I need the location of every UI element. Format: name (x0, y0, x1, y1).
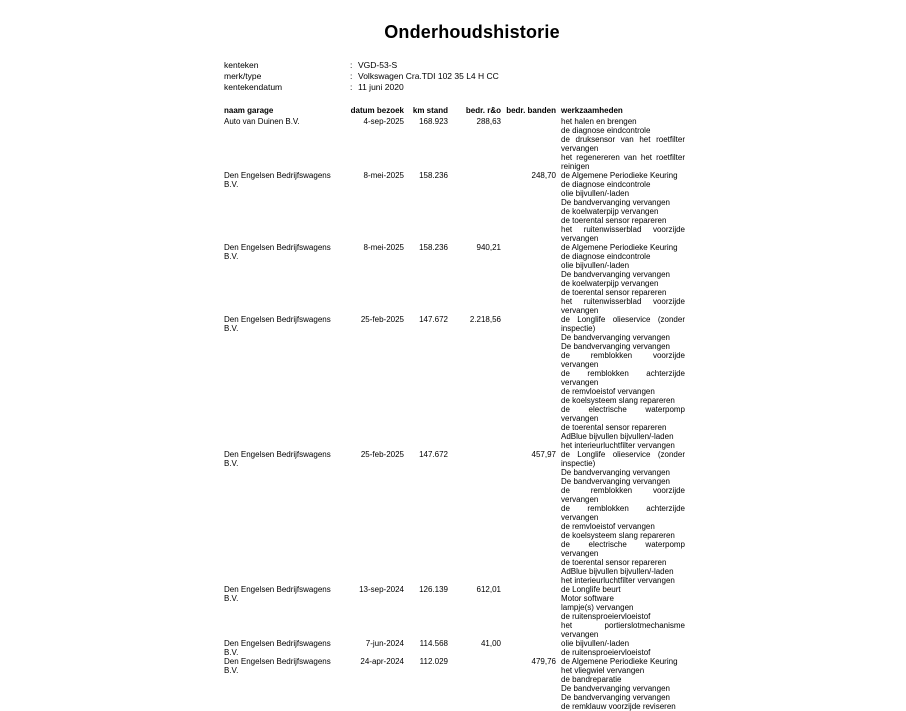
info-value: Volkswagen Cra.TDI 102 35 L4 H CC (358, 71, 499, 81)
info-row-kenteken (224, 60, 499, 71)
column-header-km-stand: km stand (412, 106, 448, 115)
cell-bedr-ro: 2.218,56 (469, 315, 501, 324)
cell-km-stand: 112.029 (419, 657, 448, 666)
werkzaamheden-item: de koelwaterpijp vervangen (561, 279, 659, 288)
table-row (224, 117, 685, 171)
cell-werkzaamheden (556, 117, 685, 171)
werkzaamheden-item: de ruitensproeiervloeistof (561, 612, 651, 621)
cell-datum-bezoek: 25-feb-2025 (360, 315, 404, 324)
cell-naam-garage: Den Engelsen Bedrijfswagens B.V. (224, 657, 331, 675)
cell-km-stand: 168.923 (419, 117, 448, 126)
cell-naam-garage: Den Engelsen Bedrijfswagens B.V. (224, 243, 331, 261)
werkzaamheden-item: de ruitensproeiervloeistof (561, 648, 651, 657)
werkzaamheden-item: het ruitenwisserblad voorzijde vervangen (561, 225, 685, 243)
info-separator: : (350, 60, 353, 70)
werkzaamheden-item: de bandreparatie (561, 675, 622, 684)
column-header-bedr-ro: bedr. r&o (465, 106, 501, 115)
info-label: kentekendatum (224, 82, 283, 92)
table-row (224, 171, 685, 243)
werkzaamheden-item: olie bijvullen/-laden (561, 261, 630, 270)
cell-datum-bezoek: 4-sep-2025 (363, 117, 404, 126)
werkzaamheden-item: de electrische waterpomp vervangen (561, 540, 685, 558)
cell-naam-garage: Auto van Duinen B.V. (224, 117, 300, 126)
werkzaamheden-item: de Longlife olieservice (zonder inspectie) (561, 315, 685, 333)
info-separator: : (350, 82, 353, 92)
table-header-row (224, 106, 685, 115)
werkzaamheden-item: de electrische waterpomp vervangen (561, 405, 685, 423)
cell-bedr-banden: 457,97 (531, 450, 556, 459)
werkzaamheden-item: de Longlife olieservice (zonder inspectie) (561, 450, 685, 468)
cell-naam-garage: Den Engelsen Bedrijfswagens B.V. (224, 171, 331, 189)
werkzaamheden-item: de remklauw voorzijde reviseren (561, 702, 676, 711)
table-row (224, 639, 685, 657)
info-separator: : (350, 71, 353, 81)
info-row-kentekendatum (224, 82, 499, 93)
cell-km-stand: 158.236 (419, 171, 448, 180)
cell-datum-bezoek: 8-mei-2025 (363, 171, 404, 180)
cell-bedr-ro: 41,00 (480, 639, 501, 648)
info-label: kenteken (224, 60, 259, 70)
werkzaamheden-item: de Longlife beurt (561, 585, 621, 594)
cell-bedr-ro: 612,01 (476, 585, 501, 594)
cell-werkzaamheden (556, 657, 685, 711)
cell-km-stand: 147.672 (419, 315, 448, 324)
column-header-werkzaamheden: werkzaamheden (561, 106, 623, 115)
cell-datum-bezoek: 13-sep-2024 (359, 585, 404, 594)
vehicle-info-block (224, 60, 499, 93)
werkzaamheden-item: het ruitenwisserblad voorzijde vervangen (561, 297, 685, 315)
werkzaamheden-item: olie bijvullen/-laden (561, 639, 630, 648)
werkzaamheden-item: De bandvervanging vervangen (561, 333, 670, 342)
cell-km-stand: 147.672 (419, 450, 448, 459)
werkzaamheden-item: lampje(s) vervangen (561, 603, 634, 612)
werkzaamheden-item: het interieurluchtfilter vervangen (561, 576, 675, 585)
werkzaamheden-item: de toerental sensor repareren (561, 288, 667, 297)
werkzaamheden-item: de remvloeistof vervangen (561, 387, 655, 396)
cell-datum-bezoek: 24-apr-2024 (360, 657, 404, 666)
cell-km-stand: 126.139 (419, 585, 448, 594)
cell-werkzaamheden (556, 450, 685, 585)
table-body (224, 117, 685, 711)
cell-bedr-ro: 288,63 (476, 117, 501, 126)
info-value: 11 juni 2020 (358, 82, 404, 92)
cell-werkzaamheden (556, 639, 685, 657)
cell-naam-garage: Den Engelsen Bedrijfswagens B.V. (224, 315, 331, 333)
werkzaamheden-item: AdBlue bijvullen bijvullen/-laden (561, 432, 674, 441)
werkzaamheden-item: de diagnose eindcontrole (561, 180, 651, 189)
werkzaamheden-item: de toerental sensor repareren (561, 558, 667, 567)
werkzaamheden-item: de Algemene Periodieke Keuring (561, 171, 678, 180)
werkzaamheden-item: de toerental sensor repareren (561, 423, 667, 432)
werkzaamheden-item: De bandvervanging vervangen (561, 477, 670, 486)
cell-bedr-banden: 479,76 (531, 657, 556, 666)
werkzaamheden-item: de toerental sensor repareren (561, 216, 667, 225)
table-row (224, 657, 685, 711)
werkzaamheden-item: olie bijvullen/-laden (561, 189, 630, 198)
cell-werkzaamheden (556, 243, 685, 315)
werkzaamheden-item: de koelwaterpijp vervangen (561, 207, 659, 216)
werkzaamheden-item: De bandvervanging vervangen (561, 198, 670, 207)
werkzaamheden-item: AdBlue bijvullen bijvullen/-laden (561, 567, 674, 576)
table-row (224, 585, 685, 639)
werkzaamheden-item: de diagnose eindcontrole (561, 252, 651, 261)
werkzaamheden-item: de remblokken voorzijde vervangen (561, 486, 685, 504)
werkzaamheden-item: de remblokken voorzijde vervangen (561, 351, 685, 369)
info-label: merk/type (224, 71, 262, 81)
werkzaamheden-item: De bandvervanging vervangen (561, 270, 670, 279)
cell-km-stand: 114.568 (419, 639, 448, 648)
werkzaamheden-item: De bandvervanging vervangen (561, 693, 670, 702)
cell-km-stand: 158.236 (419, 243, 448, 252)
werkzaamheden-item: het vliegwiel vervangen (561, 666, 645, 675)
info-row-merk-type (224, 71, 499, 82)
werkzaamheden-item: De bandvervanging vervangen (561, 342, 670, 351)
werkzaamheden-item: de Algemene Periodieke Keuring (561, 657, 678, 666)
cell-werkzaamheden (556, 315, 685, 450)
werkzaamheden-item: het portierslotmechanisme vervangen (561, 621, 685, 639)
info-value: VGD-53-S (358, 60, 398, 70)
cell-datum-bezoek: 7-jun-2024 (365, 639, 404, 648)
werkzaamheden-item: de remvloeistof vervangen (561, 522, 655, 531)
column-header-naam-garage: naam garage (224, 106, 274, 115)
table-row (224, 450, 685, 585)
cell-naam-garage: Den Engelsen Bedrijfswagens B.V. (224, 585, 331, 603)
cell-datum-bezoek: 8-mei-2025 (363, 243, 404, 252)
werkzaamheden-item: het halen en brengen (561, 117, 637, 126)
cell-bedr-banden: 248,70 (531, 171, 556, 180)
cell-bedr-ro: 940,21 (476, 243, 501, 252)
werkzaamheden-item: de druksensor van het roetfilter vervangen (561, 135, 685, 153)
table-row (224, 243, 685, 315)
column-header-bedr-banden: bedr. banden (506, 106, 556, 115)
werkzaamheden-item: Motor software (561, 594, 614, 603)
werkzaamheden-item: de diagnose eindcontrole (561, 126, 651, 135)
cell-werkzaamheden (556, 171, 685, 243)
werkzaamheden-item: De bandvervanging vervangen (561, 468, 670, 477)
cell-werkzaamheden (556, 585, 685, 639)
cell-naam-garage: Den Engelsen Bedrijfswagens B.V. (224, 450, 331, 468)
werkzaamheden-item: het regenereren van het roetfilter reinigen (561, 153, 685, 171)
table-row (224, 315, 685, 450)
werkzaamheden-item: de koelsysteem slang repareren (561, 531, 675, 540)
werkzaamheden-item: de Algemene Periodieke Keuring (561, 243, 678, 252)
werkzaamheden-item: de remblokken achterzijde vervangen (561, 369, 685, 387)
werkzaamheden-item: De bandvervanging vervangen (561, 684, 670, 693)
cell-naam-garage: Den Engelsen Bedrijfswagens B.V. (224, 639, 331, 657)
werkzaamheden-item: de remblokken achterzijde vervangen (561, 504, 685, 522)
werkzaamheden-item: het interieurluchtfilter vervangen (561, 441, 675, 450)
werkzaamheden-item: de koelsysteem slang repareren (561, 396, 675, 405)
page-title: Onderhoudshistorie (384, 22, 560, 42)
cell-datum-bezoek: 25-feb-2025 (360, 450, 404, 459)
column-header-datum-bezoek: datum bezoek (350, 106, 404, 115)
